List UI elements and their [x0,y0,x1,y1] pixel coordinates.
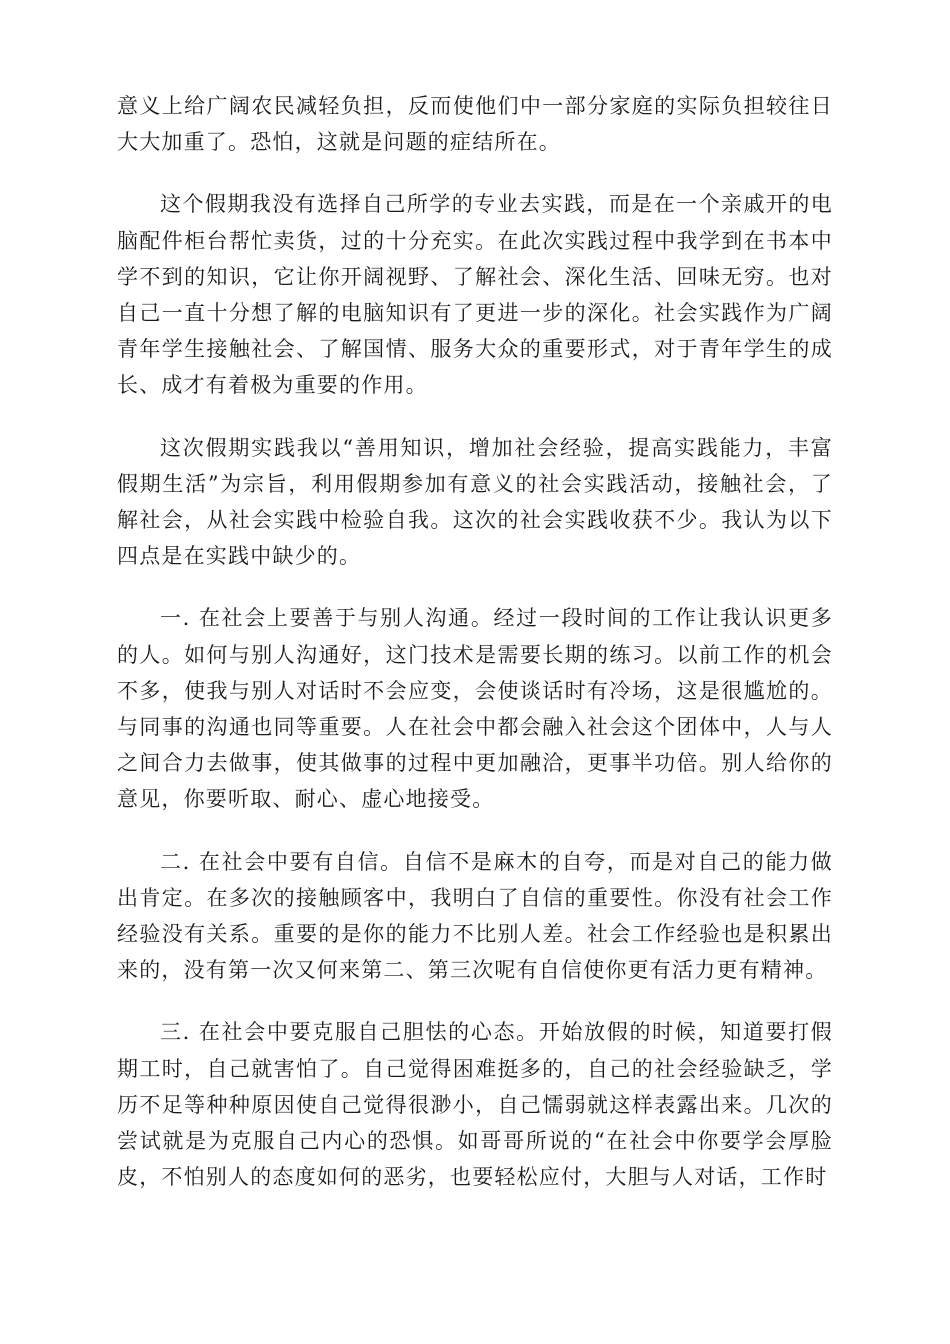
document-page [117,88,833,1221]
paragraph-point-three-overcome-timidity: 三. 在社会中要克服自己胆怯的心态。开始放假的时候，知道要打假期工时，自己就害怕了。自己觉得困难挺多的，自己的社会经验缺乏，学历不足等种种原因使自己觉得很渺小，自己懦弱就这样表露出来。几次的尝试就是为克服自己内心的恐惧。如哥哥所说的“在社会中你要学会厚脸皮，不怕别人的态度如何的恶劣，也要轻松应付，大胆与人对话，工作时 [117,1020,833,1190]
paragraph-purpose: 这次假期实践我以“善用知识，增加社会经验，提高实践能力，丰富假期生活”为宗旨，利用假期参加有意义的社会实践活动，接触社会，了解社会，从社会实践中检验自我。这次的社会实践收获不少。我认为以下四点是在实践中缺少的。 [117,435,833,569]
paragraph-point-two-confidence: 二. 在社会中要有自信。自信不是麻木的自夸，而是对自己的能力做出肯定。在多次的接触顾客中，我明白了自信的重要性。你没有社会工作经验没有关系。重要的是你的能力不比别人差。社会工作经验也是积累出来的，没有第一次又何来第二、第三次呢有自信使你更有活力更有精神。 [117,849,833,983]
paragraph-internship-summary: 这个假期我没有选择自己所学的专业去实践，而是在一个亲戚开的电脑配件柜台帮忙卖货，过的十分充实。在此次实践过程中我学到在书本中学不到的知识，它让你开阔视野、了解社会、深化生活、回味无穷。也对自己一直十分想了解的电脑知识有了更进一步的深化。社会实践作为广阔青年学生接触社会、了解国情、服务大众的重要形式，对于青年学生的成长、成才有着极为重要的作用。 [117,192,833,398]
paragraph-continuation: 意义上给广阔农民减轻负担，反而使他们中一部分家庭的实际负担较往日大大加重了。恐怕，这就是问题的症结所在。 [117,94,833,155]
paragraph-point-one-communication: 一. 在社会上要善于与别人沟通。经过一段时间的工作让我认识更多的人。如何与别人沟通好，这门技术是需要长期的练习。以前工作的机会不多，使我与别人对话时不会应变，会使谈话时有冷场，这是很尴尬的。与同事的沟通也同等重要。人在社会中都会融入社会这个团体中，人与人之间合力去做事，使其做事的过程中更加融洽，更事半功倍。别人给你的意见，你要听取、耐心、虚心地接受。 [117,606,833,812]
